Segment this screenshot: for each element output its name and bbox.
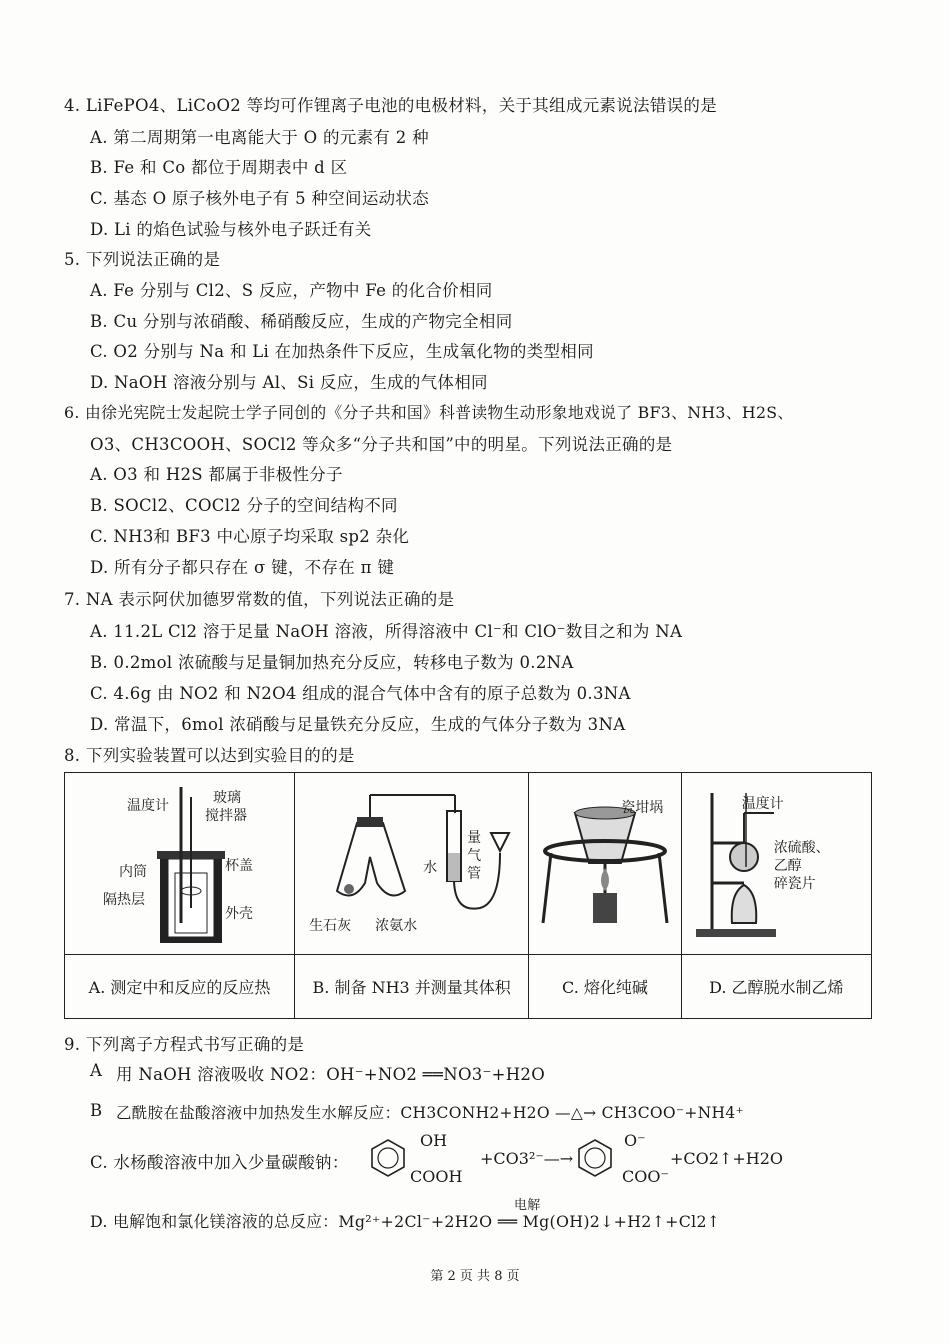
porcelain-chips-label: 碎瓷片 xyxy=(773,876,816,892)
gas-tube-label-3: 管 xyxy=(467,866,482,882)
q4-option-c: C. 基态 O 原子核外电子有 5 种空间运动状态 xyxy=(90,189,430,208)
insulation-label: 隔热层 xyxy=(103,892,145,908)
q5-option-c: C. O2 分别与 Na 和 Li 在加热条件下反应，生成氧化物的类型相同 xyxy=(90,342,594,361)
calorimeter-drawing xyxy=(65,773,295,954)
phenoxide-group: O⁻ xyxy=(624,1131,646,1150)
caption-a: A. 测定中和反应的反应热 xyxy=(65,955,295,1019)
q5-option-d: D. NaOH 溶液分别与 Al、Si 反应，生成的气体相同 xyxy=(90,373,488,392)
q6-option-d: D. 所有分子都只存在 σ 键，不存在 π 键 xyxy=(90,558,395,577)
shell-label: 外壳 xyxy=(225,906,253,922)
ammonia-water-label: 浓氨水 xyxy=(375,918,418,934)
q9-option-c: C. 水杨酸溶液中加入少量碳酸钠： xyxy=(90,1153,349,1172)
caption-c: C. 熔化纯碱 xyxy=(529,955,681,1019)
benzene-ring-product xyxy=(575,1136,615,1180)
figure-d-ethylene-setup xyxy=(681,773,871,955)
q4-option-b: B. Fe 和 Co 都位于周期表中 d 区 xyxy=(90,158,348,177)
figure-b-ammonia-setup xyxy=(295,773,529,955)
q5-option-a: A. Fe 分别与 Cl2、S 反应，产物中 Fe 的化合价相同 xyxy=(90,281,493,300)
carboxylate-group: COO⁻ xyxy=(622,1167,669,1186)
caption-d: D. 乙醇脱水制乙烯 xyxy=(681,955,871,1019)
stirrer-label: 搅拌器 xyxy=(205,808,247,824)
q7-option-c: C. 4.6g 由 NO2 和 N2O4 组成的混合气体中含有的原子总数为 0.3NA xyxy=(90,684,631,703)
ethanol-label: 乙醇 xyxy=(773,858,802,874)
q9-option-a-label: A xyxy=(90,1061,103,1080)
products-c: +CO2↑+H2O xyxy=(670,1149,784,1168)
thermometer-d-label: 温度计 xyxy=(741,796,784,812)
q5-option-b: B. Cu 分别与浓硝酸、稀硝酸反应，生成的产物完全相同 xyxy=(90,312,513,331)
electrolysis-condition: 电解 xyxy=(514,1198,541,1213)
q4-option-a: A. 第二周期第一电离能大于 O 的元素有 2 种 xyxy=(90,128,429,147)
sulfuric-acid-label: 浓硫酸、 xyxy=(773,840,830,856)
q6-stem-line1: 6. 由徐光宪院士发起院士学子同创的《分子共和国》科普读物生动形象地戏说了 BF3、NH3、H2S、 xyxy=(64,403,794,422)
q8-figure-table xyxy=(64,772,872,1019)
q9-option-d: D. 电解饱和氯化镁溶液的总反应：Mg²⁺+2Cl⁻+2H2O ══ Mg(OH)2↓+H2↑+Cl2↑ xyxy=(90,1212,721,1231)
caption-b: B. 制备 NH3 并测量其体积 xyxy=(295,955,529,1019)
hydroxyl-group: OH xyxy=(420,1131,448,1150)
page-footer: 第 2 页 共 8 页 xyxy=(430,1269,520,1284)
q6-option-b: B. SOCl2、COCl2 分子的空间结构不同 xyxy=(90,496,398,515)
glass-label: 玻璃 xyxy=(213,790,241,806)
inner-cup-label: 内筒 xyxy=(119,864,147,880)
q9-stem: 9. 下列离子方程式书写正确的是 xyxy=(64,1035,305,1054)
quicklime-label: 生石灰 xyxy=(309,918,352,934)
carboxyl-group: COOH xyxy=(410,1167,463,1186)
q5-stem: 5. 下列说法正确的是 xyxy=(64,250,221,269)
q7-stem: 7. NA 表示阿伏加德罗常数的值，下列说法正确的是 xyxy=(64,590,455,609)
q8-stem: 8. 下列实验装置可以达到实验目的的是 xyxy=(64,746,355,765)
q7-option-b: B. 0.2mol 浓硫酸与足量铜加热充分反应，转移电子数为 0.2NA xyxy=(90,653,574,672)
carbonate-reagent: +CO3²⁻—→ xyxy=(480,1149,574,1168)
q9-option-a: 用 NaOH 溶液吸收 NO2：OH⁻+NO2 ══NO3⁻+H2O xyxy=(116,1065,546,1084)
crucible-label: 瓷坩埚 xyxy=(621,800,664,816)
figure-a-calorimeter xyxy=(65,773,295,955)
q7-option-d: D. 常温下，6mol 浓硝酸与足量铁充分反应，生成的气体分子数为 3NA xyxy=(90,715,626,734)
figure-c-crucible xyxy=(529,773,681,955)
q4-option-d: D. Li 的焰色试验与核外电子跃迁有关 xyxy=(90,220,372,239)
q6-stem-line2: O3、CH3COOH、SOCl2 等众多“分子共和国”中的明星。下列说法正确的是 xyxy=(90,435,673,454)
q4-stem: 4. LiFePO4、LiCoO2 等均可作锂离子电池的电极材料，关于其组成元素说法错误的是 xyxy=(64,96,718,115)
q7-option-a: A. 11.2L Cl2 溶于足量 NaOH 溶液，所得溶液中 Cl⁻和 ClO⁻数目之和为 NA xyxy=(90,622,683,641)
q9-option-b: 乙酰胺在盐酸溶液中加热发生水解反应：CH3CONH2+H2O —△→ CH3COO⁻+NH4⁺ xyxy=(116,1104,744,1122)
lid-label: 杯盖 xyxy=(225,858,253,874)
water-label: 水 xyxy=(423,860,438,876)
q6-option-a: A. O3 和 H2S 都属于非极性分子 xyxy=(90,465,343,484)
q6-option-c: C. NH3和 BF3 中心原子均采取 sp2 杂化 xyxy=(90,527,410,546)
gas-tube-label-2: 气 xyxy=(467,848,482,864)
gas-tube-label-1: 量 xyxy=(467,830,482,846)
q9-option-b-label: B xyxy=(90,1101,103,1120)
benzene-ring-reactant xyxy=(368,1136,408,1180)
thermometer-label: 温度计 xyxy=(127,798,169,814)
